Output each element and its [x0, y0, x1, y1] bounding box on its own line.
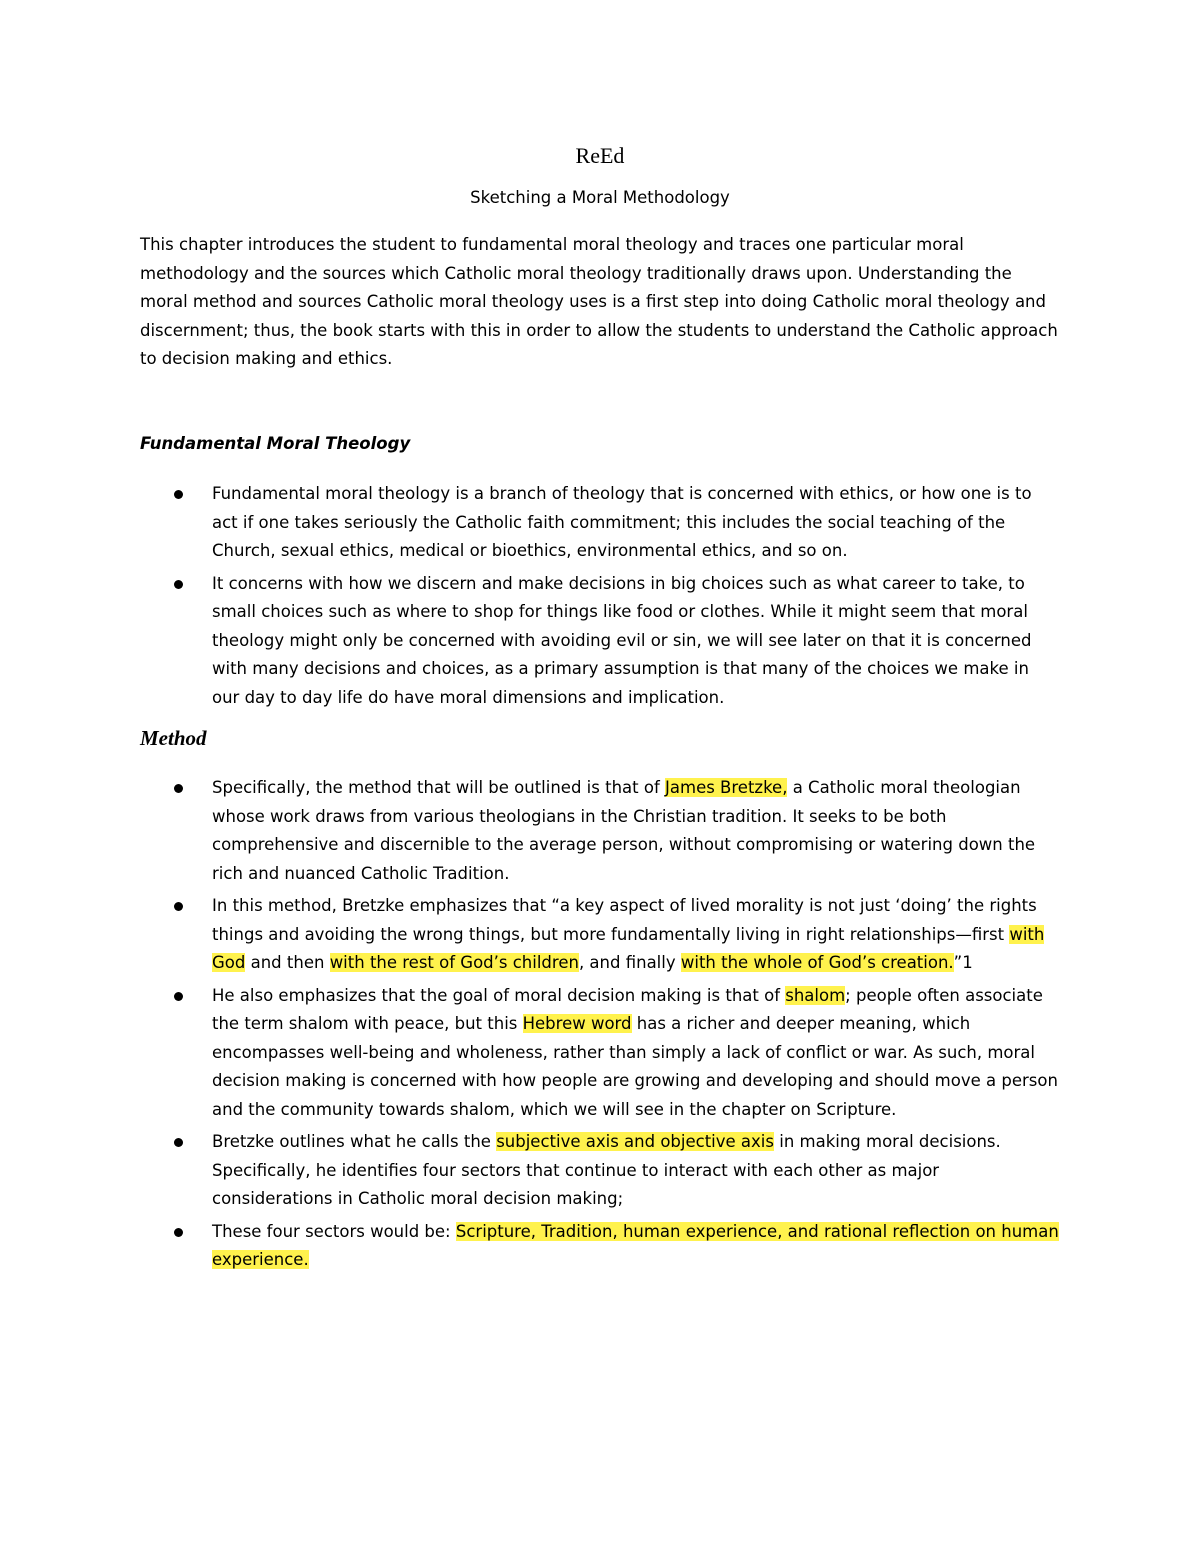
document-title: ReEd	[575, 143, 625, 168]
bullet-icon	[174, 1228, 183, 1237]
bullet-icon	[174, 902, 183, 911]
intro-paragraph: This chapter introduces the student to fundamental moral theology and traces one particular moral methodology and the sources which Catholic moral theology traditionally draws upon. Understanding the moral method and sources Catholic moral theology uses is a first step into doing Catholic moral theology and discernment; thus, the book starts with this in order to allow the students to understand the Catholic approach to decision making and ethics.	[140, 235, 1058, 368]
document-subtitle: Sketching a Moral Methodology	[470, 188, 730, 207]
fundamental-list	[140, 480, 1060, 716]
list-item-text: In this method, Bretzke emphasizes that “a key aspect of lived morality is not just ‘doing’ the rights things and avoiding the wrong things, but more fundamentally living in right relationships—first	[212, 896, 1037, 944]
fundamental-heading: Fundamental Moral Theology	[140, 434, 411, 453]
bullet-icon	[174, 580, 183, 589]
list-item	[140, 570, 1060, 713]
list-item	[140, 480, 1060, 566]
list-item-text: , and finally	[578, 953, 681, 972]
method-list	[140, 774, 1060, 1279]
highlighted-text: with God	[212, 924, 1045, 972]
bullet-icon	[174, 1138, 183, 1147]
list-item-text: Bretzke outlines what he calls the	[212, 1132, 497, 1151]
method-heading: Method	[140, 726, 207, 750]
list-item-text: Specifically, the method that will be outlined is that of	[212, 778, 666, 797]
list-item-text: and then	[245, 953, 330, 972]
list-item	[140, 892, 1060, 978]
list-item-text: These four sectors would be:	[212, 1221, 456, 1241]
list-item-text: in making moral decisions. Specifically, he identifies four sectors that continue to interact with each other as major considerations in Catholic moral decision making;	[212, 1132, 1001, 1208]
highlighted-text: with the rest of God’s children	[329, 953, 579, 972]
bullet-icon	[174, 490, 183, 499]
highlighted-text: subjective axis and objective axis	[496, 1132, 774, 1151]
highlighted-text: with the whole of God’s creation.	[680, 953, 954, 972]
highlighted-text: Hebrew word	[522, 1014, 632, 1033]
list-item-text: ”1	[953, 953, 973, 972]
highlighted-text: shalom	[785, 985, 846, 1005]
highlighted-text: James Bretzke,	[665, 778, 788, 797]
list-item-text: ; people often associate the term shalom with peace, but this	[212, 985, 1043, 1033]
list-item-text: He also emphasizes that the goal of moral decision making is that of	[212, 985, 786, 1005]
list-item-text: has a richer and deeper meaning, which encompasses well-being and wholeness, rather than simply a lack of conflict or war. As such, moral decision making is concerned with how people are growing and developing and should move a person and the community towards shalom, which we will see in the chapter on Scripture.	[212, 1014, 1058, 1119]
bullet-icon	[174, 784, 183, 793]
list-item-text: a Catholic moral theologian whose work draws from various theologians in the Christian tradition. It seeks to be both comprehensive and discernible to the average person, without compromising or watering down the rich and nuanced Catholic Tradition.	[212, 778, 1036, 883]
list-item	[140, 774, 1060, 888]
list-item	[140, 1218, 1060, 1275]
bullet-icon	[174, 992, 183, 1001]
list-item-text: Fundamental moral theology is a branch of theology that is concerned with ethics, or how one is to act if one takes seriously the Catholic faith commitment; this includes the social teaching of the Church, sexual ethics, medical or bioethics, environmental ethics, and so on.	[212, 484, 1032, 560]
list-item-text: It concerns with how we discern and make decisions in big choices such as what career to take, to small choices such as where to shop for things like food or clothes. While it might seem that moral theology might only be concerned with avoiding evil or sin, we will see later on that it is concerned with many decisions and choices, as a primary assumption is that many of the choices we make in our day to day life do have moral dimensions and implication.	[212, 573, 1032, 707]
list-item	[140, 1128, 1060, 1214]
highlighted-text: Scripture, Tradition, human experience, and rational reflection on human experience.	[212, 1221, 1059, 1269]
list-item	[140, 982, 1060, 1125]
